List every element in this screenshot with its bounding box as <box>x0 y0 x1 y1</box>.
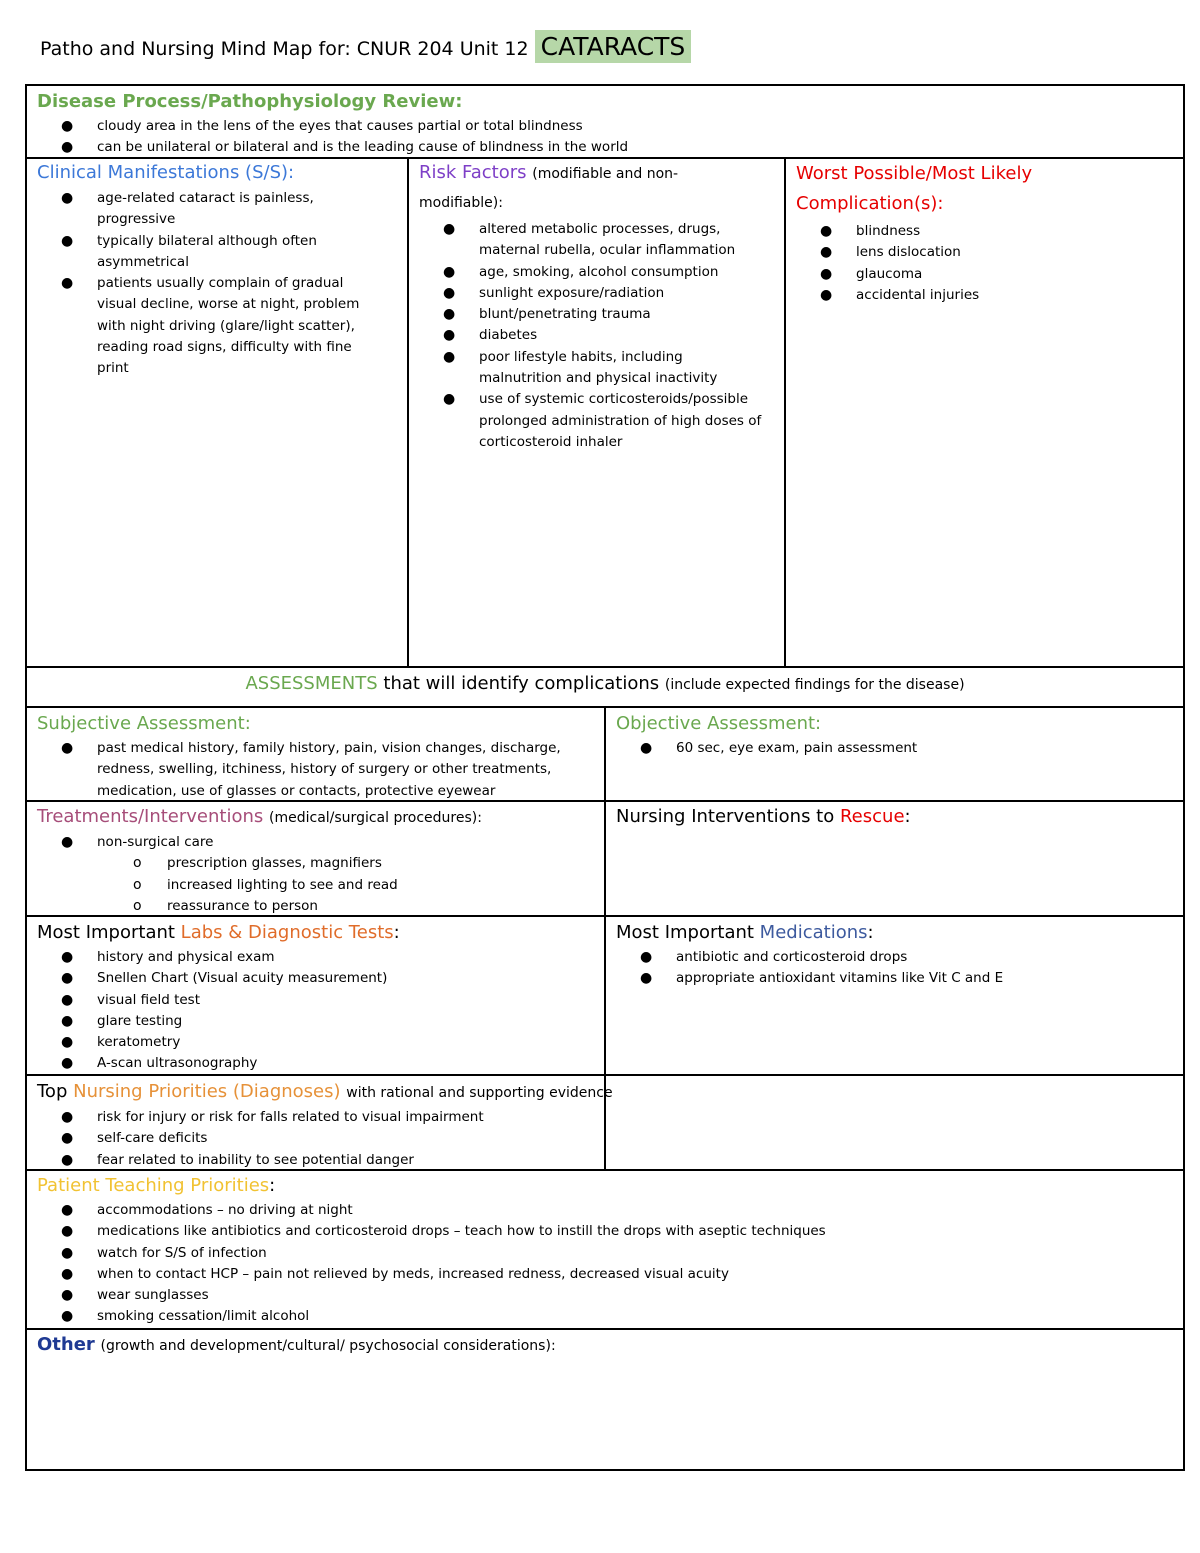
list-item: ● accidental injuries <box>786 285 1176 306</box>
list-item: ● visual field test <box>27 990 597 1011</box>
list-item: ● can be unilateral or bilateral and is the leading cause of blindness in the world <box>27 137 1177 158</box>
list-item: ● altered metabolic processes, drugs, maternal rubella, ocular inflammation <box>409 219 769 262</box>
assessments-note: (include expected findings for the disease) <box>664 677 965 693</box>
other-word: Other <box>37 1334 95 1355</box>
clinical-heading: Clinical Manifestations (S/S): <box>37 162 295 183</box>
other-section <box>37 1331 1177 1360</box>
rescue-prefix: Nursing Interventions to <box>616 806 835 827</box>
list-item: ● A-scan ultrasonography <box>27 1053 597 1074</box>
mind-map-grid <box>25 84 1185 1471</box>
clinical-section <box>37 159 397 380</box>
priorities-list <box>27 1107 1177 1171</box>
list-item: ● Snellen Chart (Visual acuity measurement) <box>27 968 597 989</box>
list-item: ● age, smoking, alcohol consumption <box>409 262 769 283</box>
labs-suffix: : <box>393 922 400 943</box>
risk-list <box>409 219 769 453</box>
list-item: ● accommodations – no driving at night <box>27 1200 1177 1221</box>
treatments-note: (medical/surgical procedures): <box>269 810 482 826</box>
complications-heading: Worst Possible/Most Likely Complication(s): <box>796 163 1033 214</box>
list-item: ● fear related to inability to see potential danger <box>27 1150 1177 1171</box>
teaching-suffix: : <box>269 1175 276 1196</box>
list-item: ● smoking cessation/limit alcohol <box>27 1306 1177 1327</box>
list-item: o reassurance to person <box>27 896 597 917</box>
labs-prefix: Most Important <box>37 922 175 943</box>
rescue-word: Rescue <box>839 806 905 827</box>
priorities-prefix: Top <box>37 1081 68 1102</box>
priorities-section <box>37 1078 1177 1171</box>
list-item: ● medications like antibiotics and corticosteroid drops – teach how to instill the drops with aseptic techniques <box>27 1221 1177 1242</box>
list-item: ● antibiotic and corticosteroid drops <box>606 947 1176 968</box>
priorities-suffix: with rational and supporting evidence <box>346 1085 613 1101</box>
meds-suffix: : <box>867 922 874 943</box>
list-item: ● blindness <box>786 221 1176 242</box>
list-item: o prescription glasses, magnifiers <box>27 853 597 874</box>
meds-prefix: Most Important <box>616 922 754 943</box>
disease-list <box>27 116 1177 159</box>
title-topic: CATARACTS <box>535 30 692 63</box>
list-item: ● non-surgical care <box>27 832 597 853</box>
list-item: ● watch for S/S of infection <box>27 1243 1177 1264</box>
list-item: ● risk for injury or risk for falls related to visual impairment <box>27 1107 1177 1128</box>
priorities-word: Nursing Priorities (Diagnoses) <box>73 1081 341 1102</box>
medications-list <box>606 947 1176 990</box>
list-item: ● diabetes <box>409 325 769 346</box>
meds-word: Medications <box>759 922 868 943</box>
list-item: ● past medical history, family history, pain, vision changes, discharge, redness, swelling, itchiness, history of surgery or other treatments, medication, use of glasses or contacts, protective eyewear <box>27 738 582 802</box>
list-item: ● glare testing <box>27 1011 597 1032</box>
treatments-title: Treatments/Interventions <box>37 806 264 827</box>
rescue-suffix: : <box>904 806 911 827</box>
priorities-heading <box>37 1078 1177 1107</box>
clinical-list <box>27 188 382 380</box>
list-item: ● cloudy area in the lens of the eyes that causes partial or total blindness <box>27 116 1177 137</box>
divider <box>27 666 1183 668</box>
risk-section <box>419 159 779 453</box>
list-item: ● when to contact HCP – pain not relieved by meds, increased redness, decreased visual acuity <box>27 1264 1177 1285</box>
subjective-heading: Subjective Assessment: <box>37 713 251 734</box>
list-item: ● lens dislocation <box>786 242 1176 263</box>
complications-section <box>796 159 1176 306</box>
page-title <box>40 30 691 66</box>
labs-heading <box>37 919 597 947</box>
assessments-heading <box>245 670 964 699</box>
medications-section <box>616 919 1176 990</box>
list-item: ● wear sunglasses <box>27 1285 1177 1306</box>
subjective-section <box>37 710 597 802</box>
risk-heading-title: Risk Factors <box>419 162 527 183</box>
title-prefix: Patho and Nursing Mind Map for: CNUR 204 Unit 12 <box>40 38 529 60</box>
medications-heading <box>616 919 1176 947</box>
list-item: ● poor lifestyle habits, including malnutrition and physical inactivity <box>409 347 769 390</box>
rescue-section <box>616 803 1176 831</box>
rescue-heading <box>616 803 1176 831</box>
assessments-banner <box>27 670 1183 699</box>
objective-section <box>616 710 1176 759</box>
other-heading <box>37 1331 1177 1360</box>
complications-list <box>786 221 1176 306</box>
list-item: ● typically bilateral although often asymmetrical <box>27 231 382 274</box>
list-item: ● keratometry <box>27 1032 597 1053</box>
risk-heading <box>419 159 719 217</box>
divider <box>27 1328 1183 1330</box>
subjective-list <box>27 738 582 802</box>
list-item: ● patients usually complain of gradual visual decline, worse at night, problem with night driving (glare/light scatter), reading road signs, difficulty with fine print <box>27 273 382 379</box>
list-item: ● 60 sec, eye exam, pain assessment <box>606 738 1176 759</box>
risk-heading-note: (modifiable and non-modifiable): <box>419 166 679 211</box>
teaching-section <box>37 1172 1177 1328</box>
treatments-section <box>37 803 597 917</box>
treatments-heading <box>37 803 597 832</box>
list-item: ● appropriate antioxidant vitamins like Vit C and E <box>606 968 1176 989</box>
list-item: ● sunlight exposure/radiation <box>409 283 769 304</box>
list-item: ● self-care deficits <box>27 1128 1177 1149</box>
objective-heading: Objective Assessment: <box>616 713 822 734</box>
assessments-phrase: that will identify complications <box>383 673 660 694</box>
disease-section <box>37 88 1177 159</box>
assessments-word: ASSESSMENTS <box>245 673 378 694</box>
teaching-word: Patient Teaching Priorities <box>37 1175 270 1196</box>
list-item: ● age-related cataract is painless, progressive <box>27 188 382 231</box>
list-item: ● blunt/penetrating trauma <box>409 304 769 325</box>
teaching-list <box>27 1200 1177 1328</box>
treatments-sublist <box>27 853 597 917</box>
other-note: (growth and development/cultural/ psychosocial considerations): <box>100 1338 556 1354</box>
labs-section <box>37 919 597 1075</box>
labs-list <box>27 947 597 1075</box>
labs-word: Labs & Diagnostic Tests <box>180 922 394 943</box>
list-item: ● glaucoma <box>786 264 1176 285</box>
teaching-heading <box>37 1172 1177 1200</box>
list-item: ● history and physical exam <box>27 947 597 968</box>
objective-list <box>606 738 1176 759</box>
list-item: ● use of systemic corticosteroids/possible prolonged administration of high doses of corticosteroid inhaler <box>409 389 769 453</box>
list-item: o increased lighting to see and read <box>27 875 597 896</box>
disease-heading: Disease Process/Pathophysiology Review: <box>37 91 463 112</box>
treatments-list <box>27 832 597 853</box>
